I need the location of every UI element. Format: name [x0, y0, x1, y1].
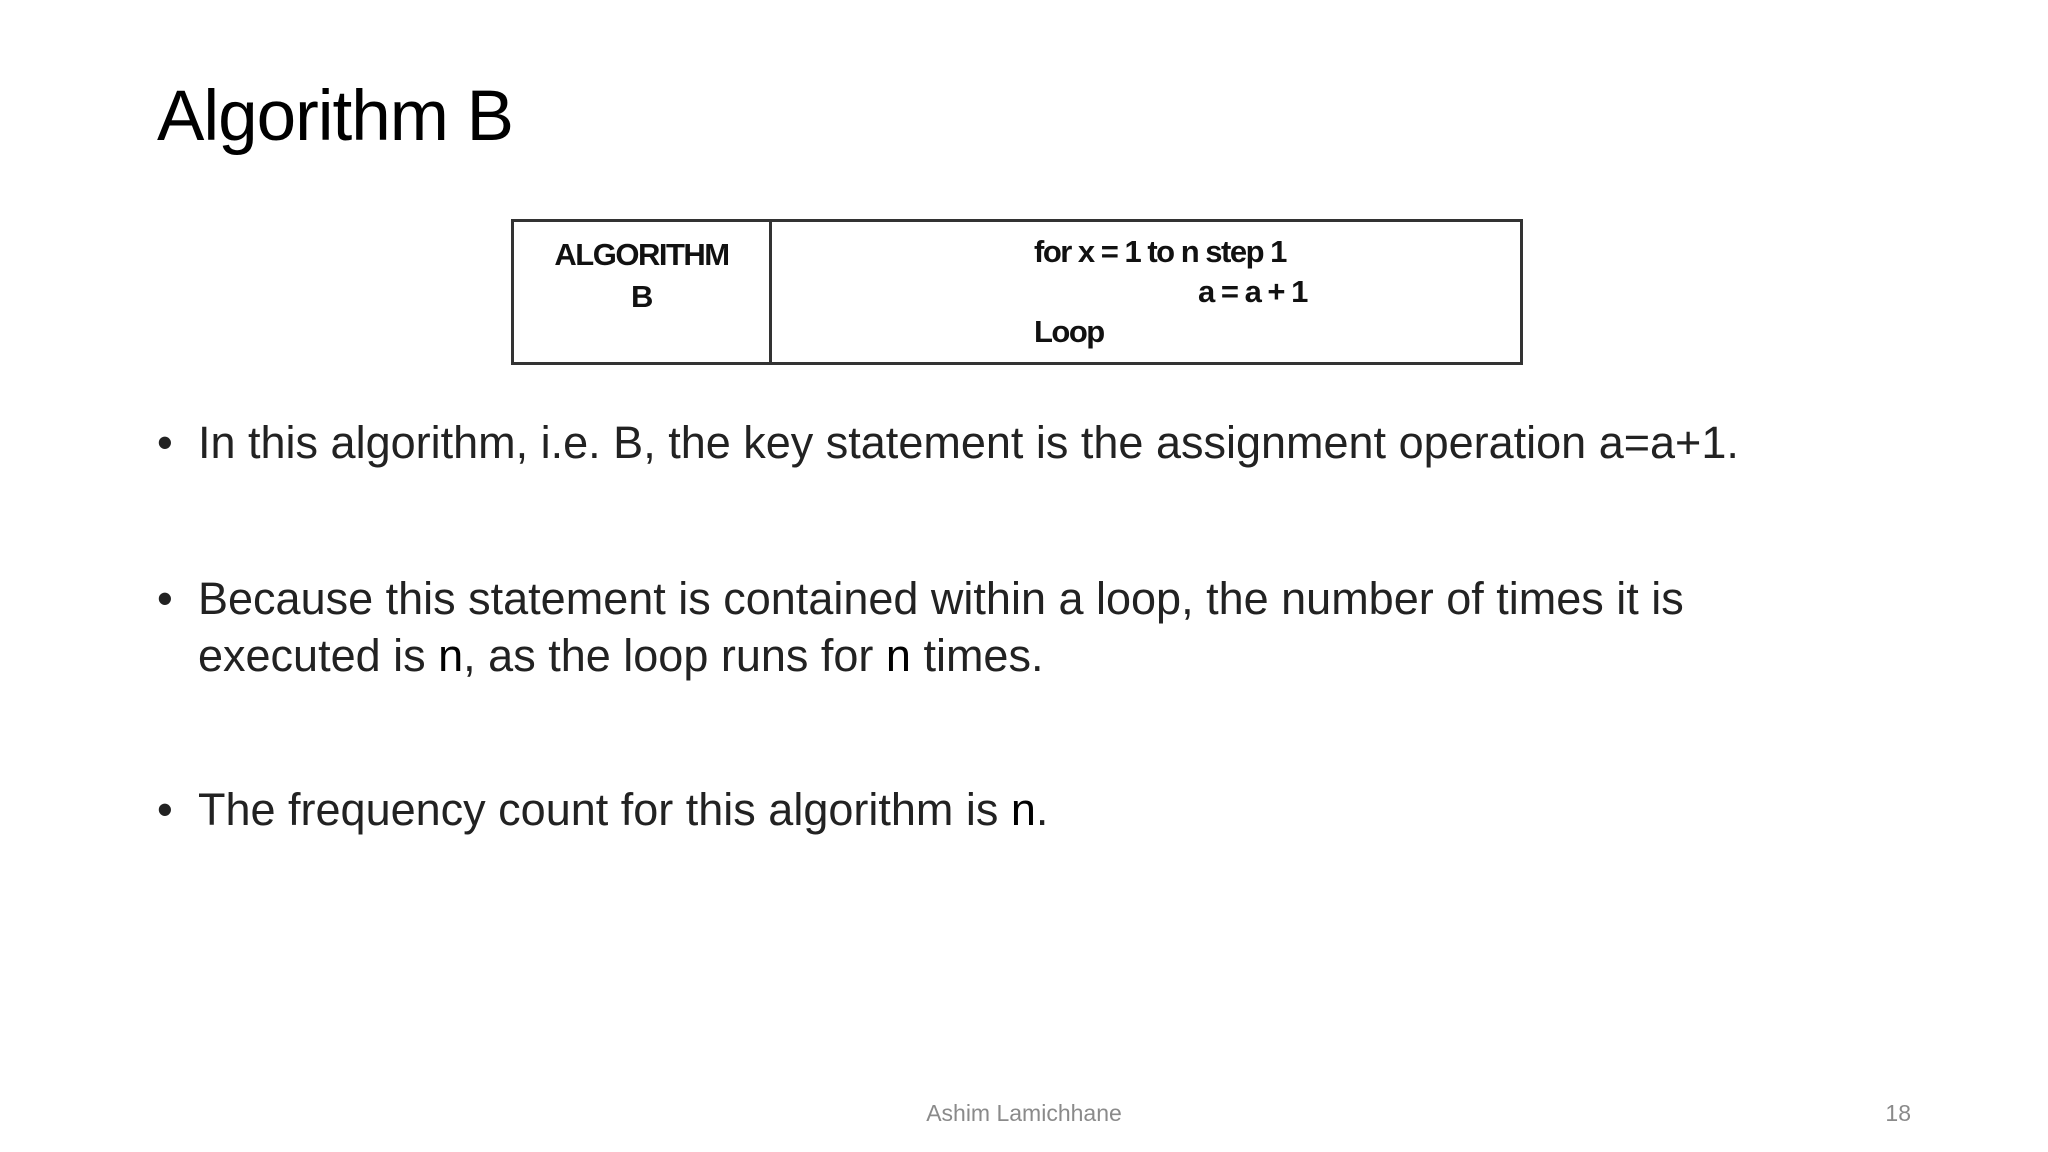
code-line-loop: Loop [1034, 314, 1104, 349]
bullet-item-loop-count [157, 570, 1877, 684]
algorithm-name-line1: ALGORITHM [554, 237, 729, 272]
algorithm-name-cell [514, 222, 772, 362]
bullet-dot-icon: • [157, 417, 173, 468]
algorithm-table [511, 219, 1523, 365]
page-number: 18 [1885, 1100, 1911, 1126]
algorithm-name-line2: B [631, 279, 652, 314]
bullet-item-frequency [157, 781, 1877, 838]
slide-title: Algorithm B [157, 77, 513, 156]
bullet-dot-icon: • [157, 573, 173, 624]
code-line-assign: a = a + 1 [1198, 274, 1307, 309]
bullet-text: , as the loop runs for [463, 630, 886, 681]
bullet-text: times. [910, 630, 1044, 681]
footer-author: Ashim Lamichhane [926, 1100, 1122, 1126]
bullet-text: . [1035, 784, 1049, 835]
code-line-for: for x = 1 to n step 1 [1034, 234, 1286, 269]
bullet-dot-icon: • [157, 784, 173, 835]
algorithm-code-cell [772, 222, 1520, 362]
bullet-text: The frequency count for this algorithm is [198, 784, 1011, 835]
bullet-item-key-statement [157, 414, 1877, 471]
bullet-text: In this algorithm, i.e. B, the key statement is the assignment operation a=a+1. [198, 417, 1739, 468]
emphasis-n: n [885, 630, 911, 681]
emphasis-n: n [1010, 784, 1036, 835]
bullet-text: Because this statement is contained within a loop, the number of times it is executed is [198, 573, 1684, 681]
emphasis-n: n [438, 630, 464, 681]
